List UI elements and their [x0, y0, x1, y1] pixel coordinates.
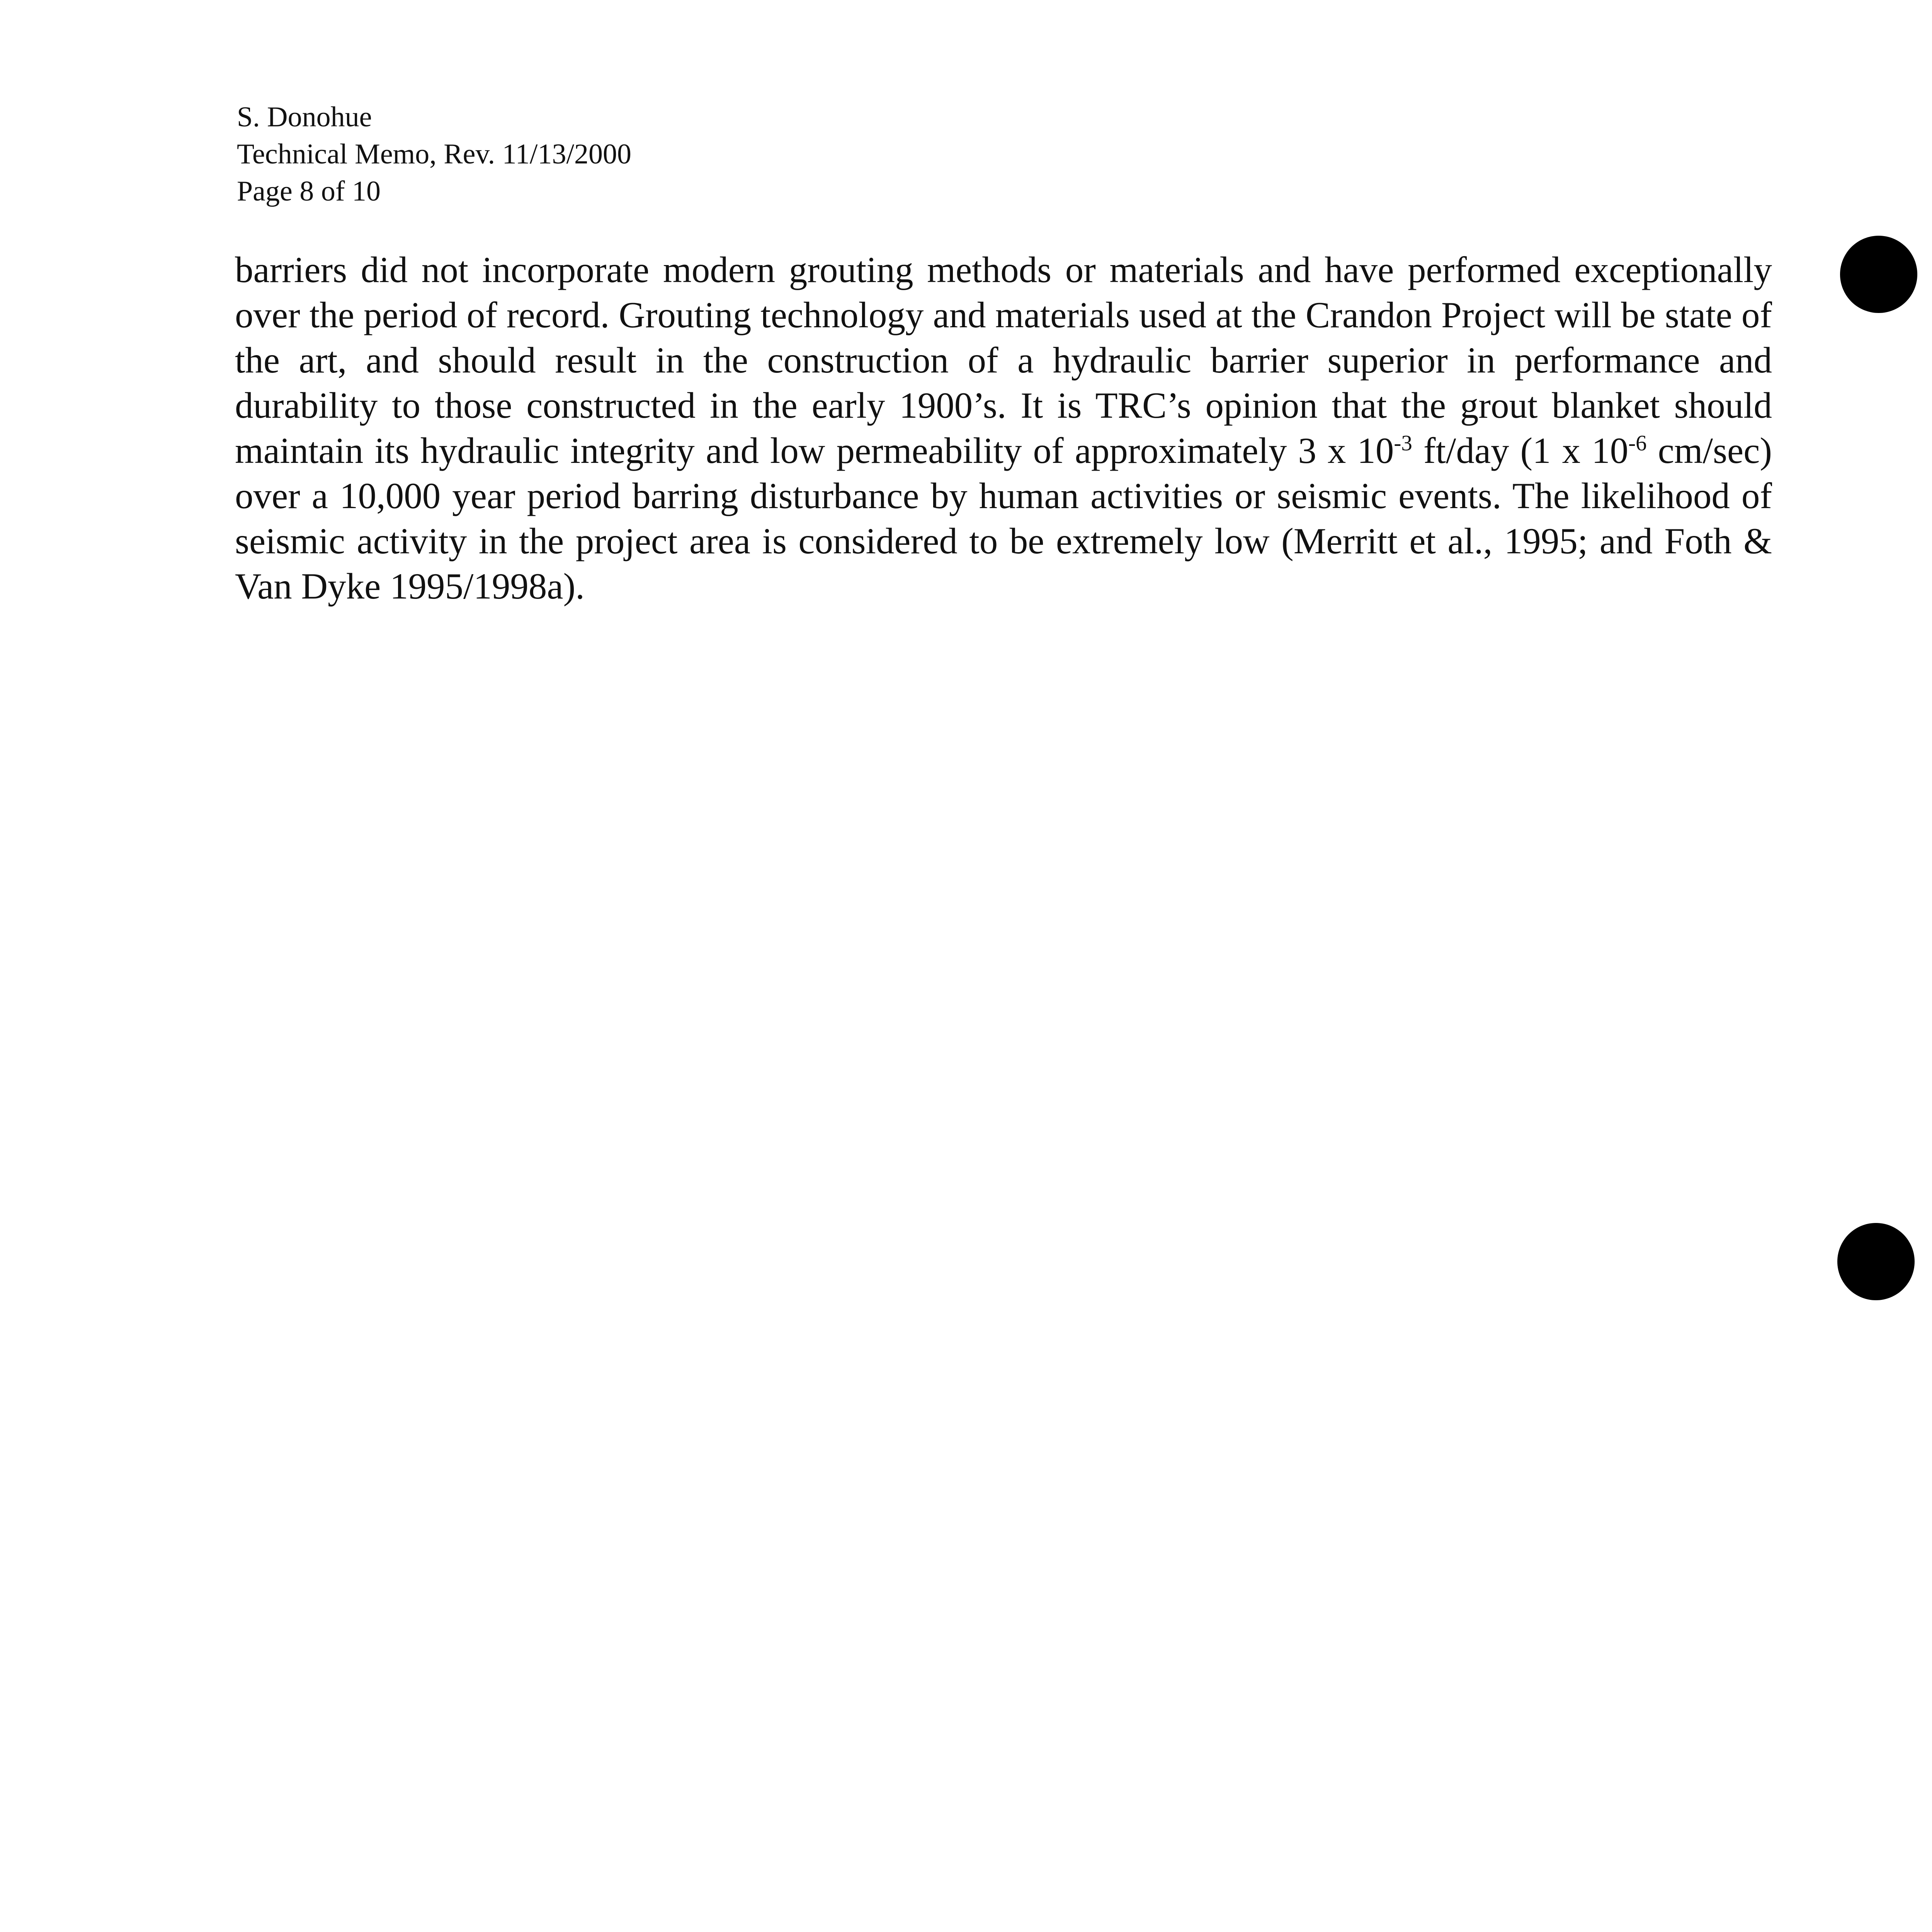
author-line: S. Donohue: [237, 101, 372, 133]
page-indicator: Page 8 of 10: [237, 175, 381, 207]
memo-title-line: Technical Memo, Rev. 11/13/2000: [237, 138, 632, 170]
body-text-part-1: barriers did not incorporate modern grouting methods or materials and have performed exceptionally over the period of record. Grouting technology and materials used at the Crandon Project will be state of the art, and should result in the construction of a hydraulic barrier superior in performance and durability to those constructed in the early 1900’s. It is TRC’s opinion that the grout blanket should maintain its hydraulic integrity and low permeability of approximately 3 x 10: [235, 249, 1772, 471]
body-paragraph: [235, 247, 1772, 609]
punch-hole: [1837, 1223, 1915, 1300]
exponent-2: -6: [1628, 431, 1647, 456]
punch-hole: [1840, 236, 1917, 313]
body-text-part-3: cm/sec) over a 10,000 year period barring disturbance by human activities or seismic events. The likelihood of seismic activity in the project area is considered to be extremely low (Merritt et al., 1995; and Foth & Van Dyke 1995/1998a).: [235, 430, 1772, 607]
exponent-1: -3: [1394, 431, 1412, 456]
body-text-part-2: ft/day (1 x 10: [1412, 430, 1629, 471]
memo-body: [235, 247, 1772, 609]
memo-header: [237, 99, 631, 210]
